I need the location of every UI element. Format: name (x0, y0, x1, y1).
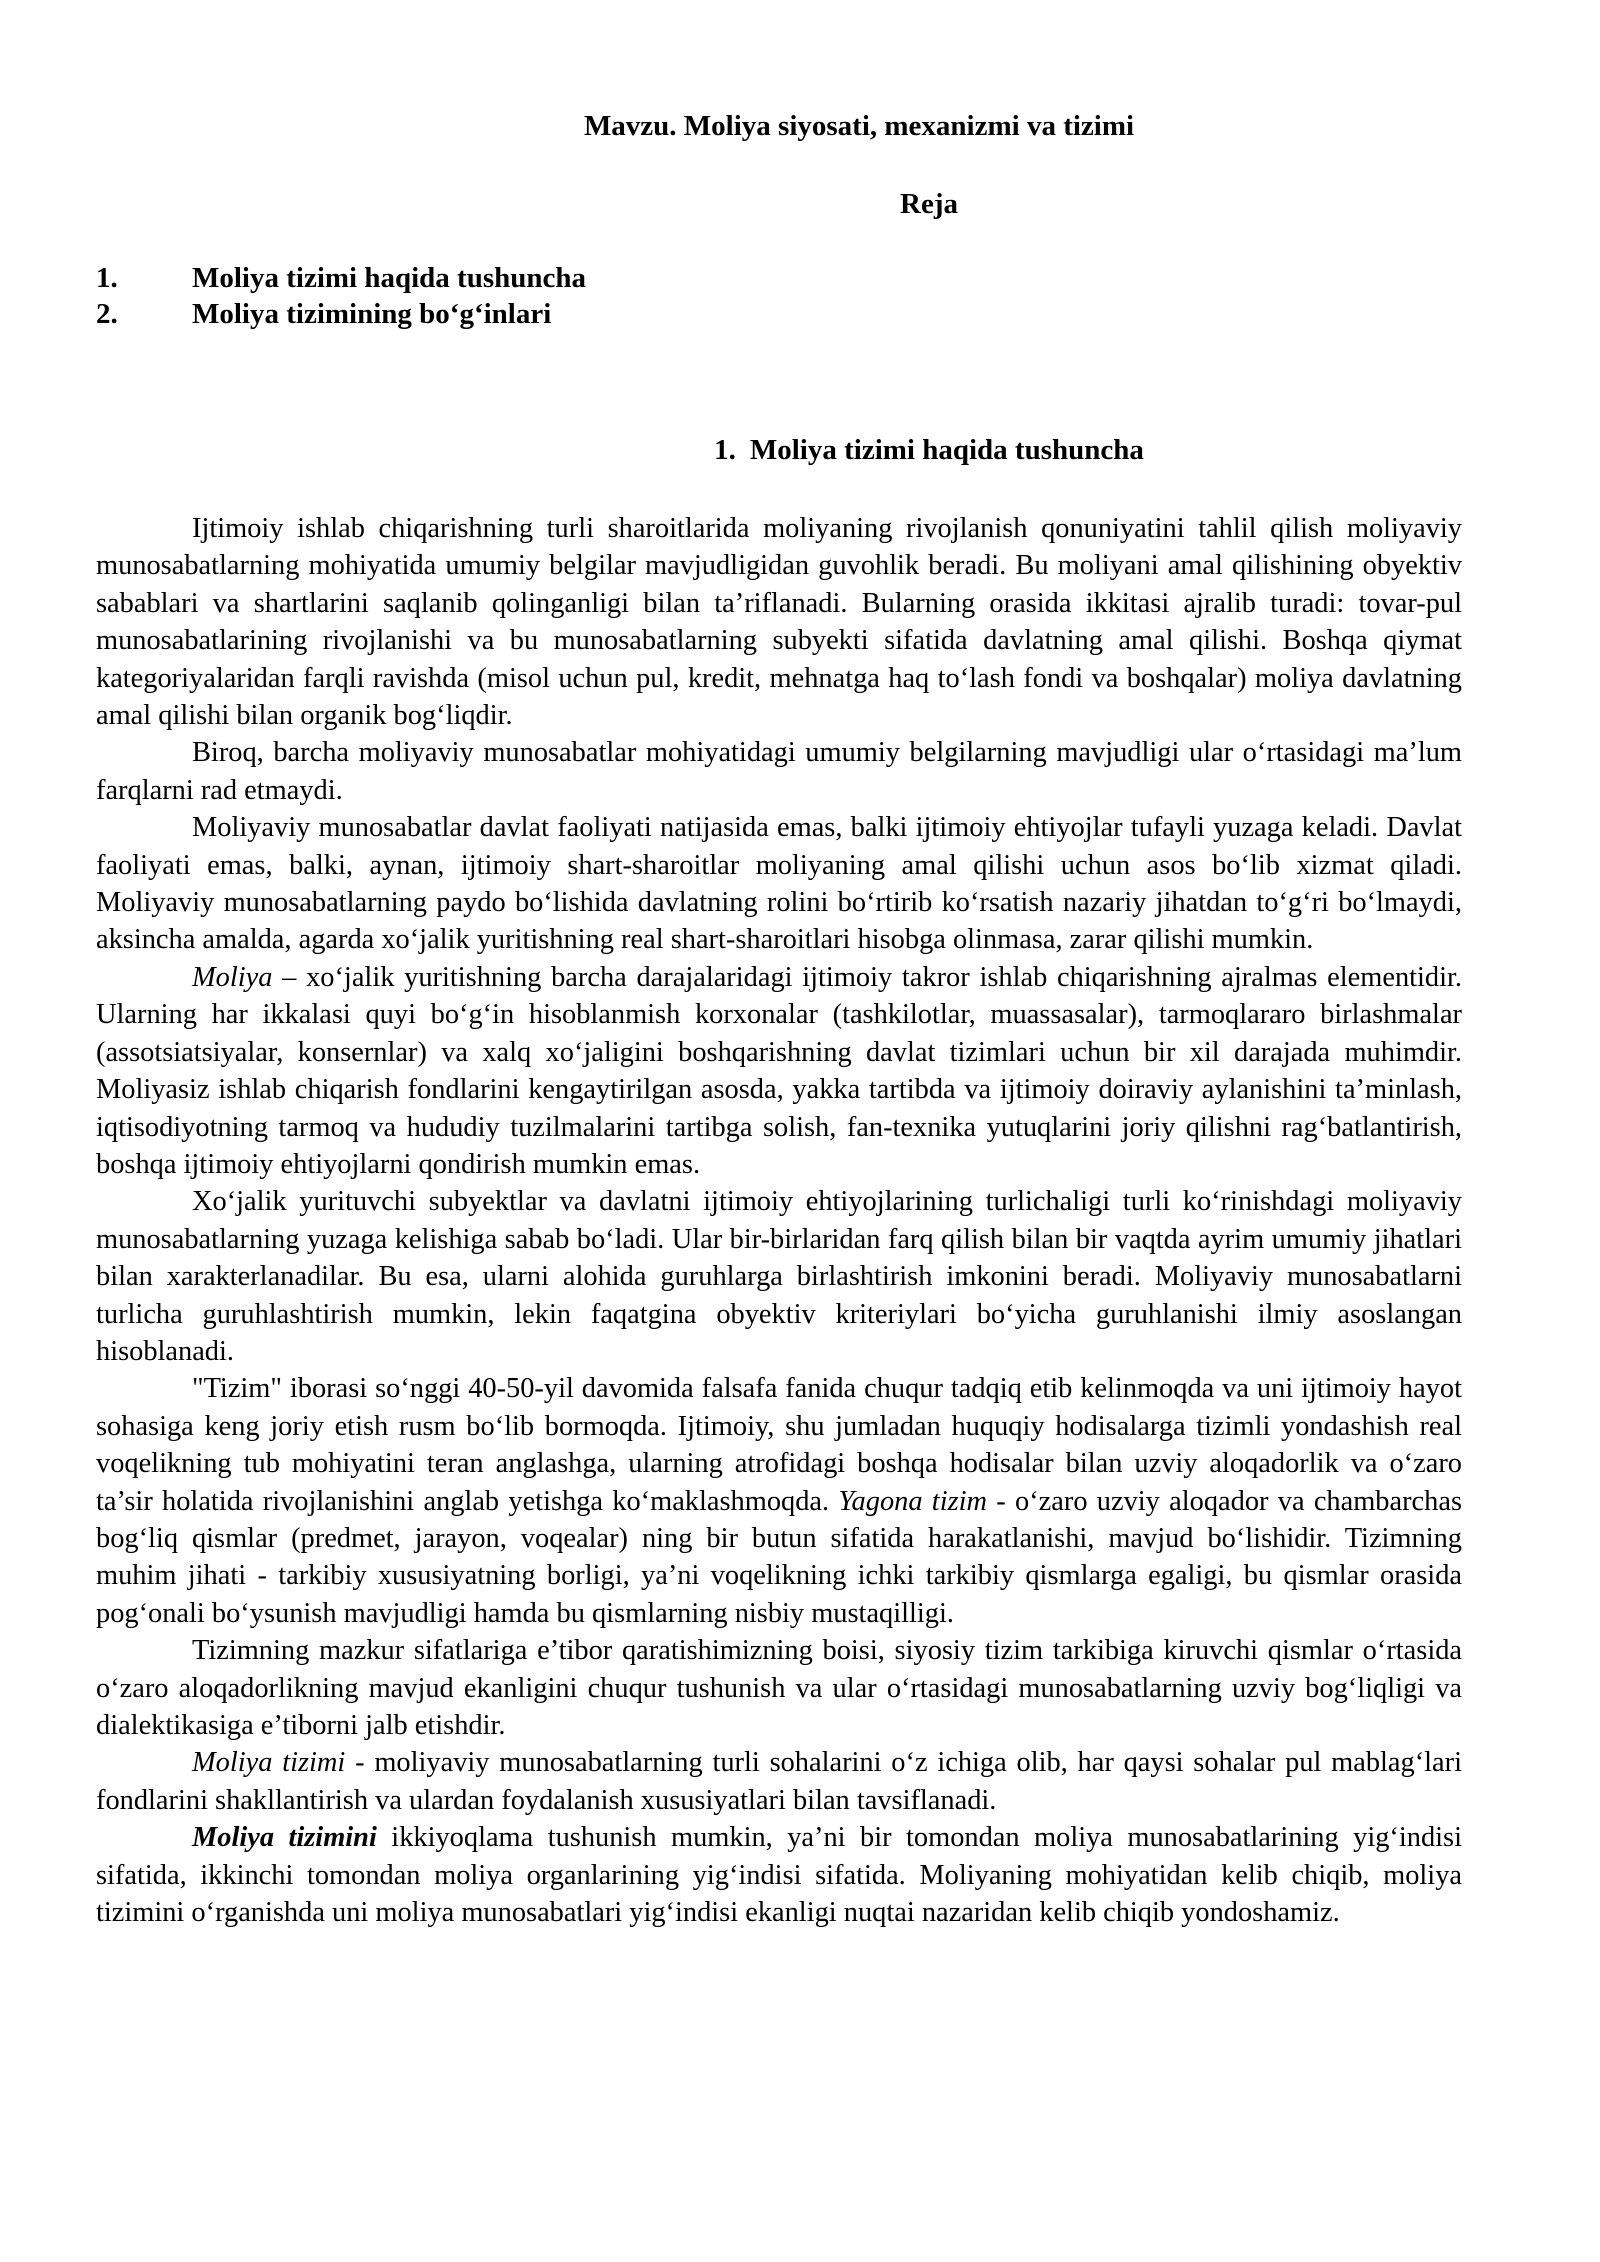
term-italic: Moliya (192, 961, 273, 993)
paragraph-text: Xo‘jalik yurituvchi subyektlar va davlatni ijtimoiy ehtiyojlarining turlichaligi turli ko‘rinishdagi moliyaviy munosabatlarning yuzaga kelishiga sabab bo‘ladi. Ular bir-birlaridan farq qilish bilan bir vaqtda ayrim umumiy jihatlari bilan xarakterlanadilar. Bu esa, ularni alohida guruhlarga birlashtirish imkonini beradi. Moliyaviy munosabatlarni turlicha guruhlashtirish mumkin, lekin faqatgina obyektiv kriteriylari bo‘yicha guruhlanishi ilmiy asoslangan hisoblanadi. (96, 1186, 1462, 1367)
plan-item-number: 1. (96, 262, 118, 294)
paragraph (96, 1744, 1462, 1819)
term-italic: Moliya tizimi (192, 1747, 346, 1779)
paragraph (96, 1183, 1462, 1370)
paragraph-text: ikkiyoqlama tushunish mumkin, ya’ni bir tomondan moliya munosabatlarining yig‘indisi sifatida, ikkinchi tomondan moliya organlarining yig‘indisi sifatida. Moliyaning mohiyatidan kelib chiqib, moliya tizimini o‘rganishda uni moliya munosabatlari yig‘indisi ekanligi nuqtai nazaridan kelib chiqib yondoshamiz. (96, 1822, 1462, 1929)
paragraph-text: Tizimning mazkur sifatlariga e’tibor qaratishimizning boisi, siyosiy tizim tarkibiga kiruvchi qismlar o‘rtasida o‘zaro aloqadorlikning mavjud ekanligini chuqur tushunish va ular o‘rtasidagi munosabatlarning uzviy bog‘liqligi va dialektikasiga e’tiborni jalb etishdir. (96, 1635, 1462, 1741)
paragraph (96, 1370, 1462, 1632)
plan-list (96, 260, 1462, 332)
paragraph (96, 1819, 1462, 1931)
paragraph-text: - moliyaviy munosabatlarning turli sohalarini o‘z ichiga olib, har qaysi sohalar pul mablag‘lari fondlarini shakllantirish va ulardan foydalanish xususiyatlari bilan tavsiflanadi. (96, 1747, 1462, 1816)
plan-item-text: Moliya tizimining bo‘g‘inlari (192, 298, 552, 330)
paragraph (96, 959, 1462, 1183)
term-bold-italic: Moliya tizimini (192, 1822, 377, 1854)
document-title: Mavzu. Moliya siyosati, mexanizmi va tizimi (583, 110, 1135, 142)
paragraph-text: Biroq, barcha moliyaviy munosabatlar mohiyatidagi umumiy belgilarning mavjudligi ular o‘rtasidagi ma’lum farqlarni rad etmaydi. (96, 737, 1462, 806)
paragraph-text: - o‘zaro uzviy aloqador va chambarchas bog‘liq qismlar (predmet, jarayon, voqealar) ning bir butun sifatida harakatlanishi, mavjud bo‘lishidir. Tizimning muhim jihati - tarkibiy xususiyatning borligi, ya’ni voqelikning ichki tarkibiy qismlarga egaligi, bu qismlar orasida pog‘onali bo‘ysunish mavjudligi hamda bu qismlarning nisbiy mustaqilligi. (96, 1485, 1462, 1629)
paragraph-text: Moliyaviy munosabatlar davlat faoliyati natijasida emas, balki ijtimoiy ehtiyojlar tufayli yuzaga keladi. Davlat faoliyati emas, balki, aynan, ijtimoiy shart-sharoitlar moliyaning amal qilishi uchun asos bo‘lib xizmat qiladi. Moliyaviy munosabatlarning paydo bo‘lishida davlatning rolini bo‘rtirib ko‘rsatish nazariy jihatdan to‘g‘ri bo‘lmaydi, aksincha amalda, agarda xo‘jalik yuritishning real shart-sharoitlari hisobga olinmasa, zarar qilishi mumkin. (96, 812, 1462, 956)
section-number: 1. (714, 434, 736, 466)
paragraph (96, 510, 1462, 734)
term-italic: Yagona tizim (838, 1485, 988, 1517)
document-body (96, 510, 1462, 1931)
paragraph (96, 734, 1462, 809)
section-title: Moliya tizimi haqida tushuncha (749, 434, 1144, 466)
paragraph (96, 809, 1462, 959)
paragraph-text: "Tizim" iborasi so‘nggi 40-50-yil davomida falsafa fanida chuqur tadqiq etib kelinmoqda va uni ijtimoiy hayot sohasiga keng joriy etish rusm bo‘lib bormoqda. Ijtimoiy, shu jumladan huquqiy hodisalarga tizimli yondashish real voqelikning tub mohiyatini teran anglashga, ularning atrofidagi boshqa hodisalar bilan uzviy aloqadorlik va o‘zaro ta’sir holatida rivojlanishini anglab yetishga ko‘maklashmoqda. (96, 1373, 1462, 1517)
plan-item (96, 260, 1462, 296)
paragraph (96, 1632, 1462, 1744)
plan-item-text: Moliya tizimi haqida tushuncha (192, 262, 586, 294)
section-heading (96, 432, 1462, 468)
paragraph-text: – xo‘jalik yuritishning barcha darajalaridagi ijtimoiy takror ishlab chiqarishning ajralmas elementidir. Ularning har ikkalasi quyi bo‘g‘in hisoblanmish korxonalar (tashkilotlar, muassasalar), tarmoqlararo birlashmalar (assotsiatsiyalar, konsernlar) va xalq xo‘jaligini boshqarishning davlat tizimlari uchun bir xil darajada muhimdir. Moliyasiz ishlab chiqarish fondlarini kengaytirilgan asosda, yakka tartibda va ijtimoiy doiraviy aylanishini ta’minlash, iqtisodiyotning tarmoq va hududiy tuzilmalarini tartibga solish, fan-texnika yutuqlarini joriy qilishni rag‘batlantirish, boshqa ijtimoiy ehtiyojlarni qondirish mumkin emas. (96, 961, 1462, 1180)
plan-item (96, 296, 1462, 332)
paragraph-text: Ijtimoiy ishlab chiqarishning turli sharoitlarida moliyaning rivojlanish qonuniyatini tahlil qilish moliyaviy munosabatlarning mohiyatida umumiy belgilar mavjudligidan guvohlik beradi. Bu moliyani amal qilishining obyektiv sabablari va shartlarini saqlanib qolinganligi bilan ta’riflanadi. Bularning orasida ikkitasi ajralib turadi: tovar-pul munosabatlarining rivojlanishi va bu munosabatlarning subyekti sifatida davlatning amal qilishi. Boshqa qiymat kategoriyalaridan farqli ravishda (misol uchun pul, kredit, mehnatga haq to‘lash fondi va boshqalar) moliya davlatning amal qilishi bilan organik bog‘liqdir. (96, 513, 1462, 732)
plan-item-number: 2. (96, 298, 118, 330)
plan-heading: Reja (900, 188, 958, 220)
